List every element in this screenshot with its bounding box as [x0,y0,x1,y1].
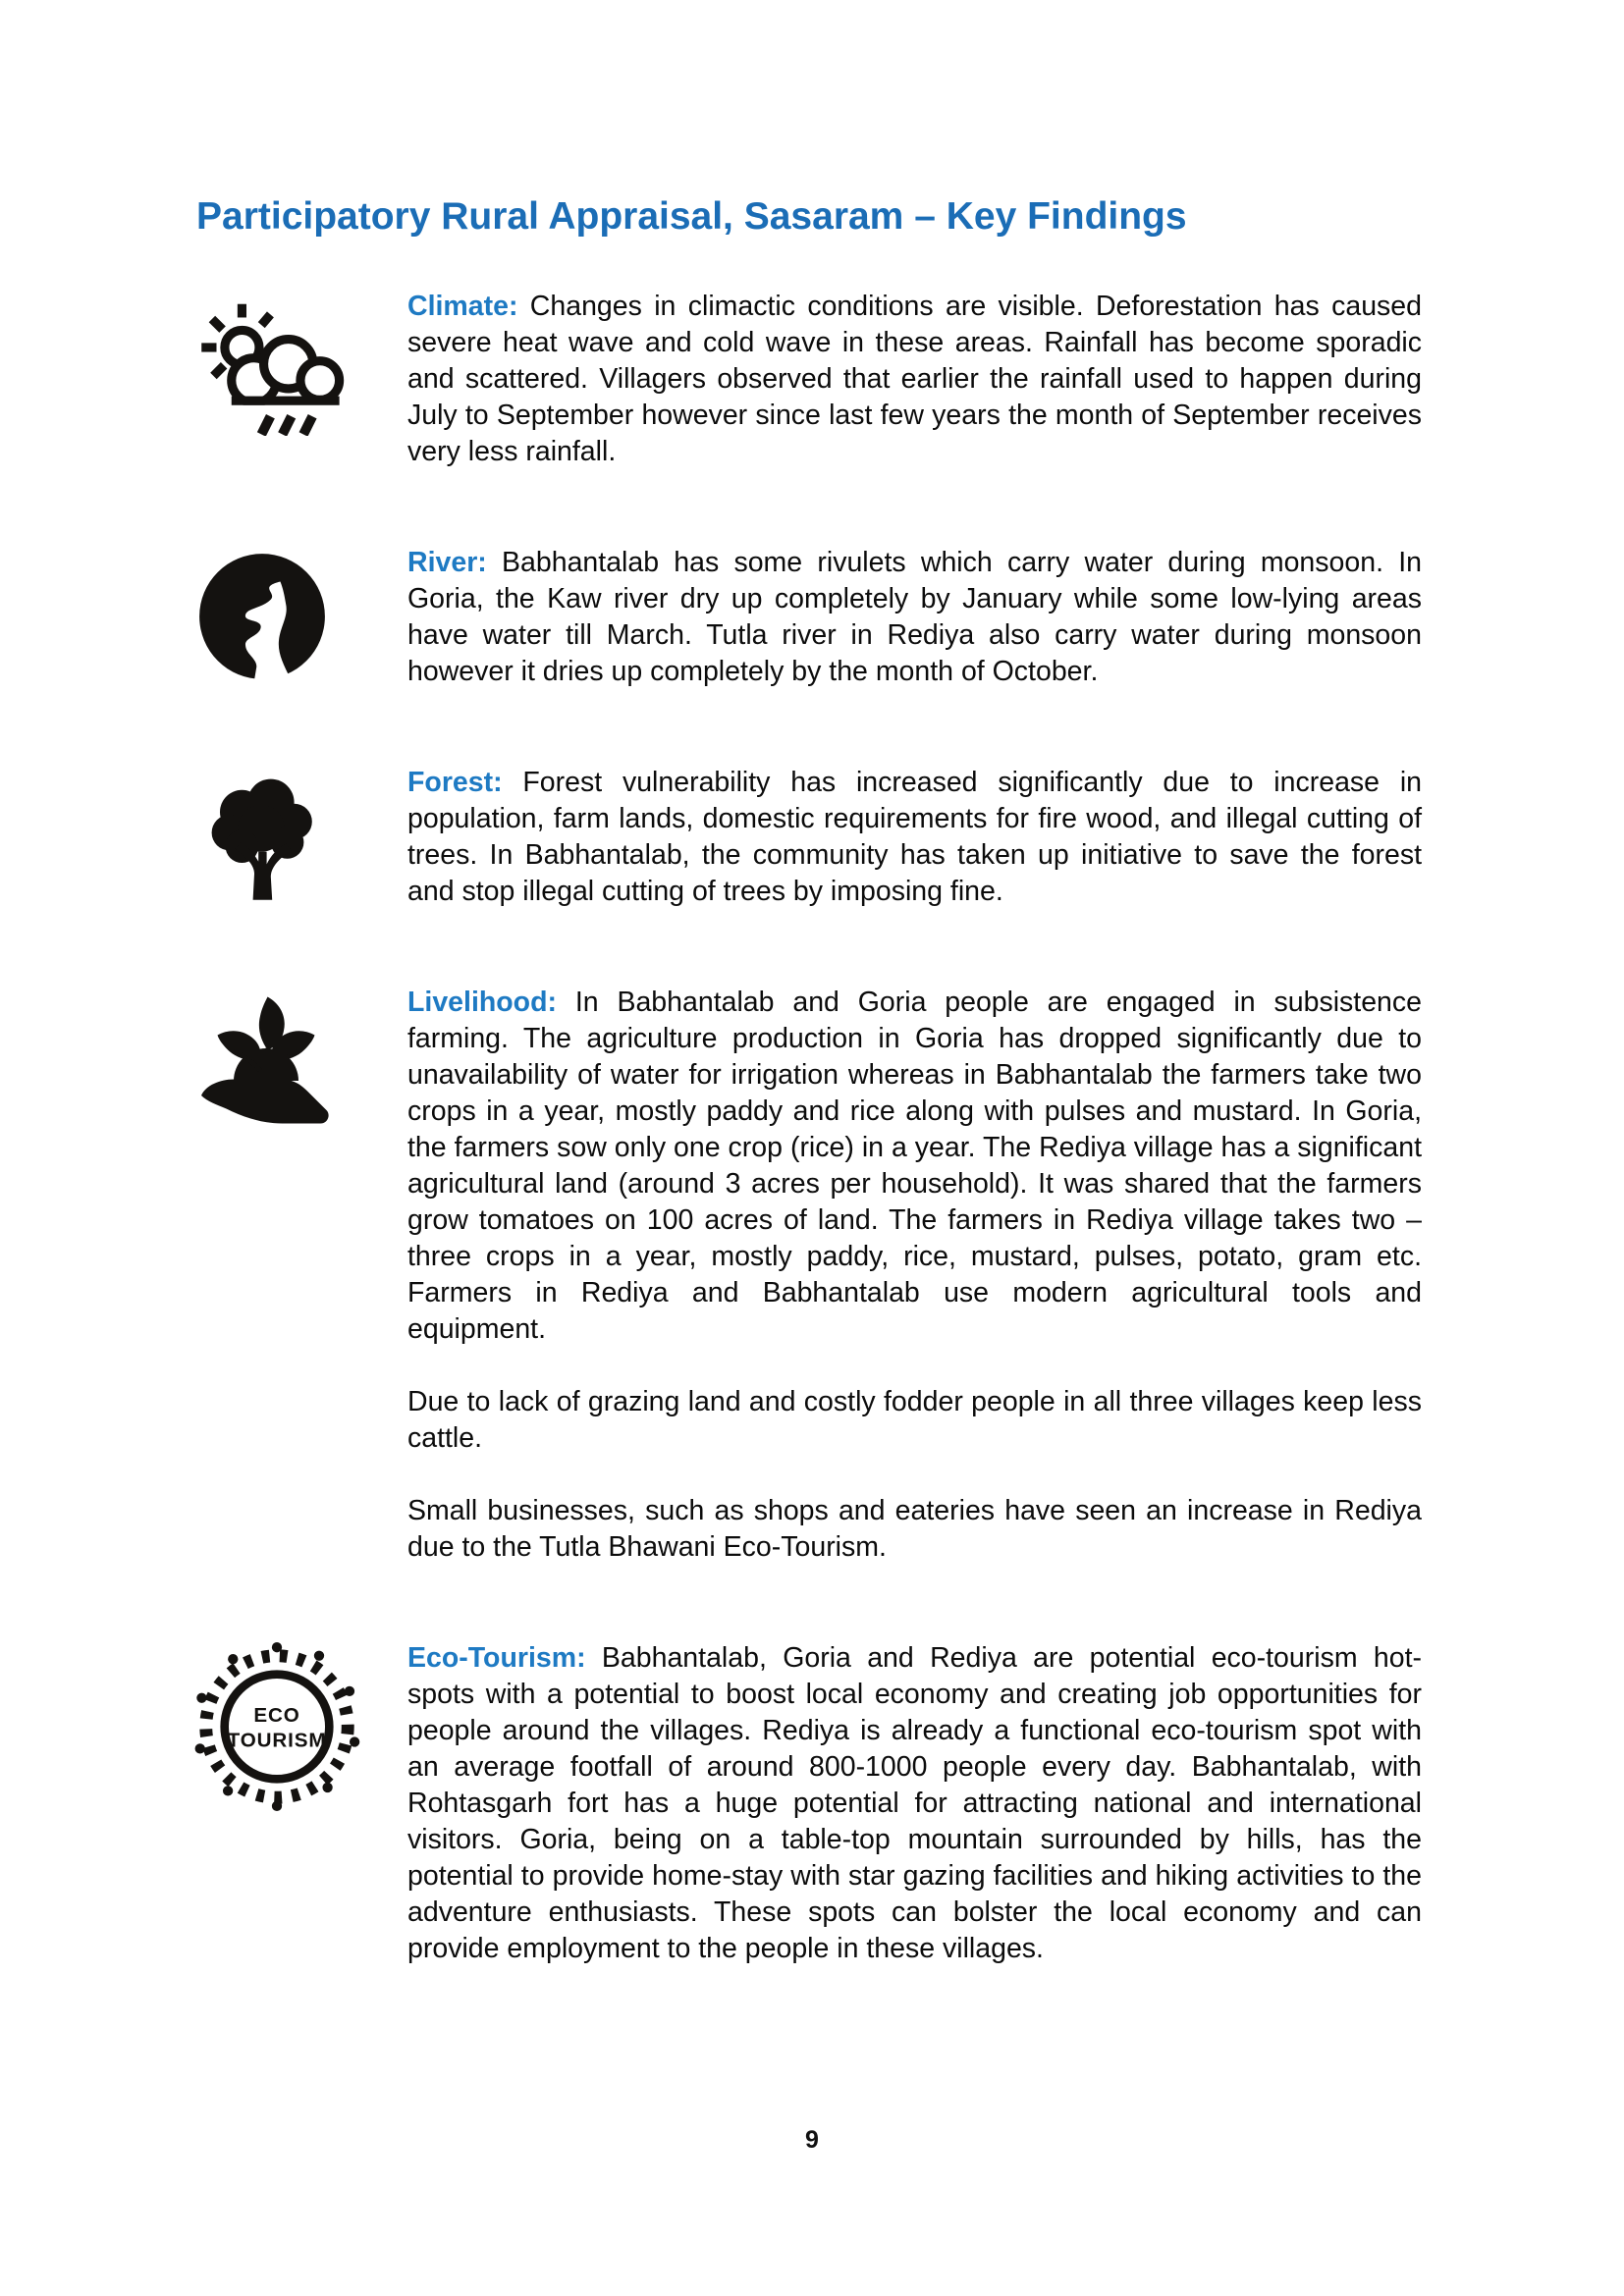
section-livelihood [167,985,1422,1566]
section-river [167,545,1422,690]
forest-icon [167,765,407,904]
river-label: River: [407,547,487,578]
forest-body-text: Forest vulnerability has increased significantly due to increase in population, farm lands, domestic requirements for fire wood, and illegal cutting of trees. In Babhantalab, the community has taken up initiative to save the forest and stop illegal cutting of trees by imposing fine. [407,767,1423,907]
eco-tourism-text-block [407,1640,1422,1967]
climate-icon [167,289,407,436]
livelihood-label: Livelihood: [407,987,557,1018]
climate-body-text: Changes in climactic conditions are visible. Deforestation has caused severe heat wave and cold wave in these areas. Rainfall has become sporadic and scattered. Villagers observed that earlier the rainfall used to happen during July to September however since last few years the month of September receives very less rainfall. [407,291,1422,467]
section-forest [167,765,1422,910]
forest-paragraph [407,765,1422,910]
eco-tourism-body-text: Babhantalab, Goria and Rediya are potential eco-tourism hot-spots with a potential to boost local economy and creating job opportunities for people around the villages. Rediya is already a functional eco-tourism spot with an average footfall of around 800-1000 people every day. Babhantalab, with Rohtasgarh fort has a huge potential for attracting national and international visitors. Goria, being on a table-top mountain surrounded by hills, has the potential to provide home-stay with star gazing facilities and hiking activities to the adventure enthusiasts. These spots can bolster the local economy and can provide employment to the people in these villages. [407,1642,1422,1964]
eco-tourism-paragraph [407,1640,1422,1967]
page-number: 9 [805,2126,819,2154]
climate-paragraph [407,289,1422,470]
livelihood-text-block [407,985,1422,1566]
river-icon [167,545,407,686]
livelihood-extra-paragraph-1: Due to lack of grazing land and costly fodder people in all three villages keep less cattle. [407,1386,1422,1454]
river-text-block [407,545,1422,690]
livelihood-paragraph [407,985,1422,1348]
climate-text-block [407,289,1422,470]
forest-label: Forest: [407,767,503,798]
eco-badge-text-line1: ECO [253,1703,300,1727]
river-body-text: Babhantalab has some rivulets which carry water during monsoon. In Goria, the Kaw river dry up completely by January while some low-lying areas have water till March. Tutla river in Rediya also carry water during monsoon however it dries up completely by the month of October. [407,547,1422,687]
livelihood-icon [167,985,407,1134]
river-paragraph [407,545,1422,690]
eco-tourism-label: Eco-Tourism: [407,1642,586,1674]
livelihood-body-text: In Babhantalab and Goria people are engaged in subsistence farming. The agriculture production in Goria has dropped significantly due to unavailability of water for irrigation whereas in Babhantalab the farmers take two crops in a year, mostly paddy and rice along with pulses and mustard. In Goria, the farmers sow only one crop (rice) in a year. The Rediya village has a significant agricultural land (around 3 acres per household). It was shared that the farmers grow tomatoes on 100 acres of land. The farmers in Rediya village takes two – three crops in a year, mostly paddy, rice, mustard, pulses, potato, gram etc. Farmers in Rediya and Babhantalab use modern agricultural tools and equipment. [407,987,1422,1345]
climate-label: Climate: [407,291,518,322]
forest-text-block [407,765,1422,910]
livelihood-extra-paragraph-2: Small businesses, such as shops and eateries have seen an increase in Rediya due to the Tutla Bhawani Eco-Tourism. [407,1495,1422,1563]
page-content [167,194,1422,2042]
section-climate [167,289,1422,470]
page-title: Participatory Rural Appraisal, Sasaram – Key Findings [196,195,1187,238]
eco-badge-text-line2: TOURISM [227,1729,327,1752]
section-eco-tourism [167,1640,1422,1967]
eco-tourism-icon [167,1640,407,1811]
